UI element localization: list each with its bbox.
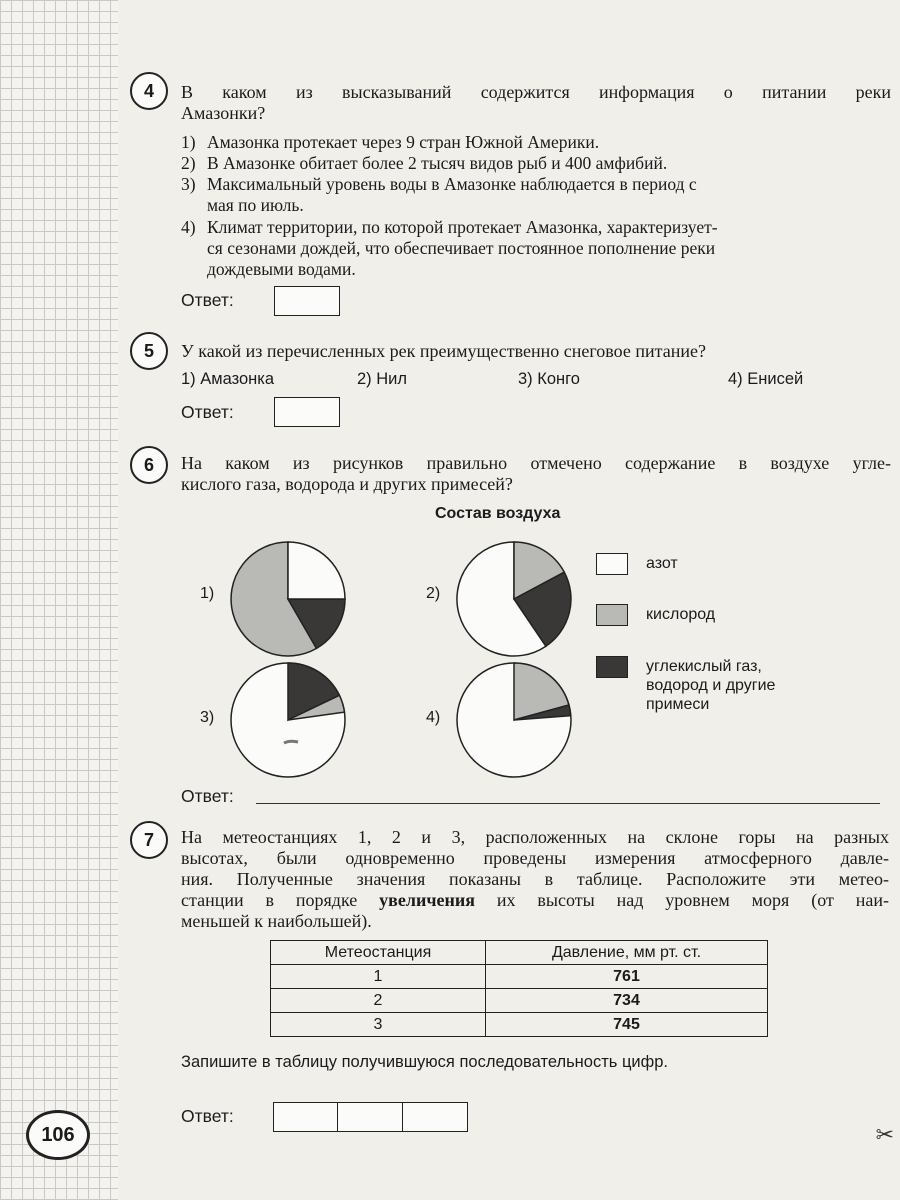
pressure-table [270,940,768,1037]
pie-1 [231,542,345,656]
table-header-station: Метеостанция [271,941,486,965]
legend-oxygen-swatch [596,604,628,626]
question-4-text [181,82,891,124]
q4-option-3: 3) Максимальный уровень воды в Амазонке наблюдается в период с мая по июль. [181,174,697,215]
q5-option-3: 3) Конго [518,370,580,388]
page [118,0,900,1200]
q7-answer-cell-3[interactable] [402,1102,468,1132]
figure-title: Состав воздуха [435,505,561,522]
pie-3-label: 3) [200,709,215,726]
q7-answer-cell-1[interactable] [273,1102,339,1132]
question-4-line-1: В каком из высказываний содержится информация о питании реки [181,82,891,102]
table-row: 2 734 [271,989,768,1013]
legend-nitrogen-label: азот [646,555,678,572]
q4-option-4: 4) Климат территории, по которой протекает Амазонка, характеризует- ся сезонами дождей, что обеспечивает постоянное пополнение реки дождевыми водами. [181,217,718,279]
pie-3 [231,663,345,777]
question-4-line-2: Амазонки? [181,103,266,123]
table-row: 3 745 [271,1013,768,1037]
pie-4-label: 4) [426,709,441,726]
q7-answer-cell-2[interactable] [337,1102,403,1132]
legend-co2-label: углекислый газ, водород и другие примеси [646,658,776,713]
q5-answer-box[interactable] [274,397,340,427]
question-7-text: На метеостанциях 1, 2 и 3, расположенных на склоне горы на разных высотах, были одновременно проведены измерения атмосферного давле- ния. Полученные значения показаны в таблице. Расположите эти метео- станции в порядке увеличения их высоты над уровнем моря (от наи- меньшей к наибольшей). [181,827,889,931]
question-6-line-2: кислого газа, водорода и других примесей? [181,474,513,494]
pie-4 [457,663,571,777]
q7-answer-cells [274,1102,468,1132]
question-5-number: 5 [130,332,168,370]
legend-oxygen-label: кислород [646,606,716,623]
table-header-row [271,941,768,965]
q4-option-1: 1) Амазонка протекает через 9 стран Южной Америки. [181,132,600,152]
legend-co2-swatch [596,656,628,678]
q5-answer-label: Ответ: [181,402,234,422]
q4-option-2: 2) В Амазонке обитает более 2 тысяч видов рыб и 400 амфибий. [181,153,668,173]
pie-2-label: 2) [426,585,441,602]
q4-answer-label: Ответ: [181,290,234,310]
q4-answer-box[interactable] [274,286,340,316]
scissors-icon: ✂ [875,1122,894,1147]
q7-answer-label: Ответ: [181,1106,234,1126]
pie-1-nitrogen-slice [288,542,345,599]
question-6-text [181,453,891,495]
pie-charts [118,530,900,810]
table-header-pressure: Давление, мм рт. ст. [486,941,768,965]
question-6-line-1: На каком из рисунков правильно отмечено содержание в воздухе угле- [181,453,891,473]
question-5-text: У какой из перечисленных рек преимущественно снеговое питание? [181,341,706,361]
q6-answer-label: Ответ: [181,786,234,806]
q5-option-1: 1) Амазонка [181,370,275,388]
pie-1-label: 1) [200,585,215,602]
table-row: 1 761 [271,965,768,989]
pie-2 [457,542,571,656]
q5-option-4: 4) Енисей [728,370,804,388]
q6-answer-line[interactable] [256,803,880,804]
graph-paper-margin [0,0,119,1200]
question-4-number: 4 [130,72,168,110]
legend-nitrogen-swatch [596,553,628,575]
question-6-number: 6 [130,446,168,484]
q5-option-2: 2) Нил [357,370,408,388]
page-number: 106 [26,1110,90,1160]
q7-instruction: Запишите в таблицу получившуюся последовательность цифр. [181,1053,668,1071]
question-7-number: 7 [130,821,168,859]
